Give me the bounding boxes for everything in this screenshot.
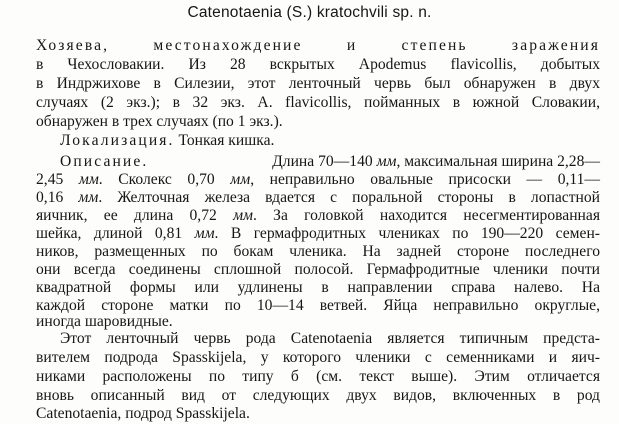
description-line-7: они всегда соединены сплошной полосой. Гермафродитные членики почти (36, 261, 600, 278)
localization-text: Тонкая кишка. (178, 132, 275, 149)
localization-heading: Локализация. (60, 132, 175, 149)
remarks-line-5: Catenotaenia, подрод Spasskijela. (36, 405, 250, 422)
description-line-9: каждой стороне матки по 10—14 ветвей. Яйца неправильно округлые, (36, 297, 600, 314)
hosts-heading: Хозяева, местонахождение и степень заражения (36, 37, 600, 54)
hosts-line-1: в Чехословакии. Из 28 вскрытых Apodemus flavicollis, добытых (36, 56, 600, 73)
description-line-4: яичник, ее длина 0,72 мм. За головкой находится несегментированная (36, 207, 600, 224)
hosts-line-2: в Индржихове в Силезии, этот ленточный червь был обнаружен в двух (36, 75, 600, 92)
description-line-2: 2,45 мм. Сколекс 0,70 мм, неправильно овальные присоски — 0,11— (36, 171, 601, 188)
description-line-6: ников, размещенных по бокам членика. На задней стороне последнего (36, 243, 600, 260)
hosts-line-4: обнаружен в трех случаях (по 1 экз.). (36, 113, 283, 130)
species-title: Catenotaenia (S.) kratochvili sp. n. (187, 4, 432, 21)
hosts-line-3: случаях (2 экз.); в 32 экз. A. flavicollis, пойманных в южной Словакии, (36, 94, 600, 111)
description-line-8: квадратной формы или удлинены в направлении справа налево. На (36, 279, 600, 296)
description-line-1-text: Длина 70—140 мм, максимальная ширина 2,28— (272, 153, 600, 170)
remarks-line-4: вновь описанный вид от следующих двух видов, включенных в род (36, 387, 600, 404)
remarks-line-2: вителем подрода Spasskijela, у которого членики с семенниками и яич- (36, 349, 600, 366)
localization-line (60, 131, 274, 150)
description-line-5: шейка, длиной 0,81 мм. В гермафродитных члениках по 190—220 семен- (36, 225, 600, 242)
description-line-3: 0,16 мм. Желточная железа вдается с поральной стороны в лопастной (36, 189, 601, 206)
remarks-line-3: никами расположены по типу б (см. текст выше). Этим отличается (36, 368, 600, 385)
description-line-1 (60, 152, 600, 171)
description-heading: Описание. (60, 153, 149, 170)
remarks-line-1: Этот ленточный червь рода Catenotaenia является типичным предста- (60, 330, 600, 347)
description-line-10: иногда шаровидные. (36, 313, 173, 330)
